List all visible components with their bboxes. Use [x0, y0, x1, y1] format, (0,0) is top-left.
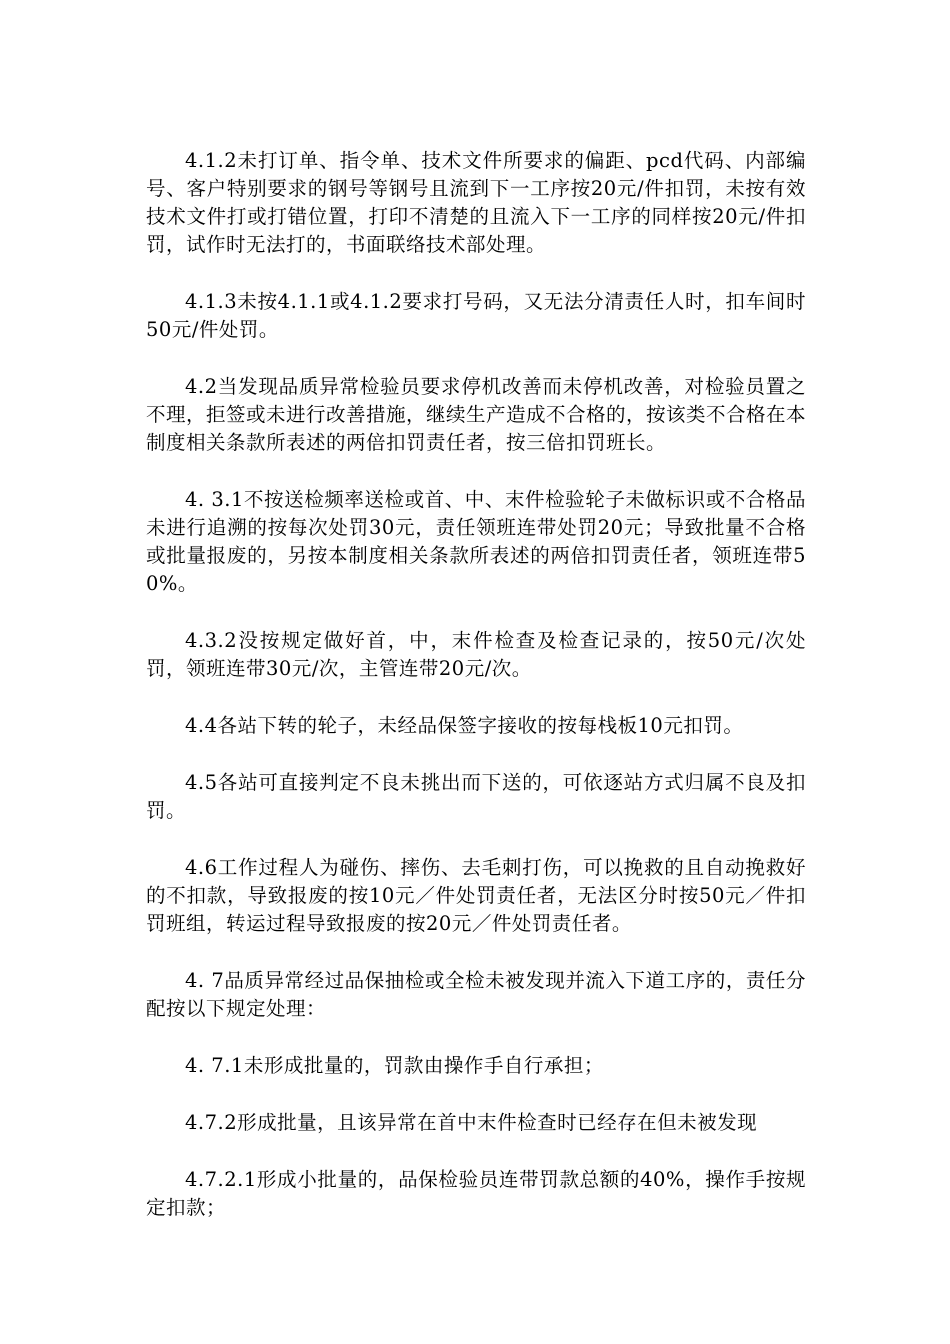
paragraph-4-7-2: 4.7.2形成批量，且该异常在首中末件检查时已经存在但未被发现 — [185, 1111, 758, 1134]
paragraph-4-7: 4. 7品质异常经过品保抽检或全检未被发现并流入下道工序的，责任分配按以下规定处理： — [146, 969, 806, 1020]
paragraph-4-3-1: 4. 3.1不按送检频率送检或首、中、末件检验轮子未做标识或不合格品未进行追溯的按每次处罚30元，责任领班连带处罚20元；导致批量不合格或批量报废的，另按本制度相关条款所表述的两倍扣罚责任者，领班连带50%。 — [146, 488, 806, 595]
paragraph-4-4: 4.4各站下转的轮子，未经品保签字接收的按每栈板10元扣罚。 — [185, 714, 744, 737]
paragraph-4-6: 4.6工作过程人为碰伤、摔伤、去毛刺打伤，可以挽救的且自动挽救好的不扣款，导致报废的按10元／件处罚责任者，无法区分时按50元／件扣罚班组，转运过程导致报废的按20元／件处罚责任者。 — [146, 856, 806, 935]
paragraph-4-1-2: 4.1.2未打订单、指令单、技术文件所要求的偏距、pcd代码、内部编号、客户特别要求的钢号等钢号且流到下一工序按20元/件扣罚，未按有效技术文件打或打错位置，打印不清楚的且流入下一工序的同样按20元/件扣罚，试作时无法打的，书面联络技术部处理。 — [146, 149, 806, 256]
paragraph-4-5: 4.5各站可直接判定不良未挑出而下送的，可依逐站方式归属不良及扣罚。 — [146, 771, 806, 822]
paragraph-4-3-2: 4.3.2没按规定做好首，中，末件检查及检查记录的，按50元/次处罚，领班连带30元/次，主管连带20元/次。 — [146, 629, 806, 680]
paragraph-4-1-3: 4.1.3未按4.1.1或4.1.2要求打号码，又无法分清责任人时，扣车间时50元/件处罚。 — [146, 290, 806, 341]
paragraph-4-2: 4.2当发现品质异常检验员要求停机改善而未停机改善，对检验员置之不理，拒签或未进行改善措施，继续生产造成不合格的，按该类不合格在本制度相关条款所表述的两倍扣罚责任者，按三倍扣罚班长。 — [146, 375, 807, 454]
paragraph-4-7-1: 4. 7.1未形成批量的，罚款由操作手自行承担； — [185, 1054, 604, 1077]
document-body — [146, 147, 806, 1251]
paragraph-4-7-2-1: 4.7.2.1形成小批量的，品保检验员连带罚款总额的40%，操作手按规定扣款； — [146, 1168, 806, 1219]
